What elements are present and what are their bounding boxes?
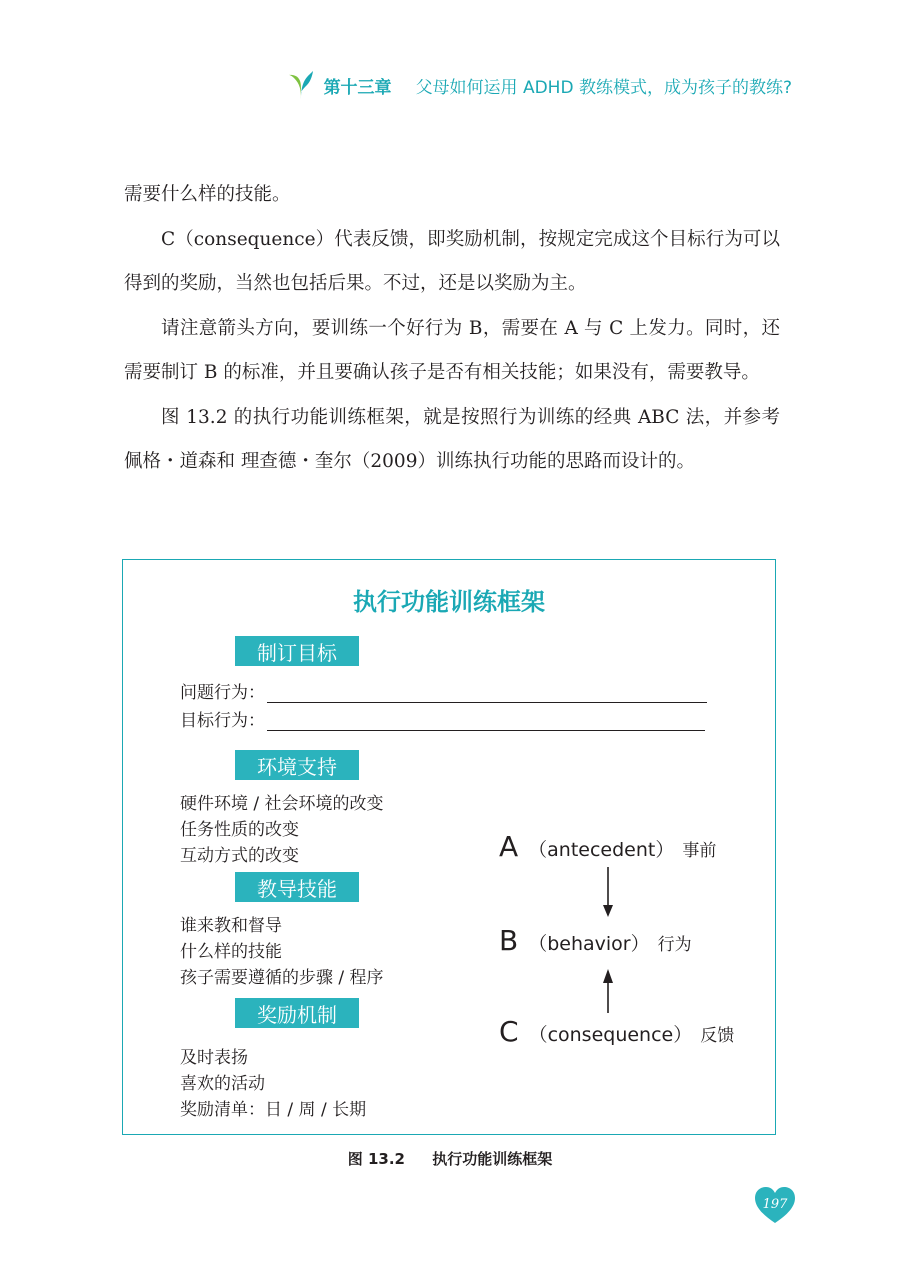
section-label-skills: 教导技能 <box>235 872 359 902</box>
abc-letter: C <box>499 1015 519 1048</box>
field-label: 目标行为： <box>180 711 265 731</box>
abc-consequence <box>499 1015 734 1048</box>
chapter-title: 父母如何运用 ADHD 教练模式，成为孩子的教练? <box>415 77 792 98</box>
figure-title: 执行功能训练框架 <box>353 588 545 616</box>
paragraph: C（consequence）代表反馈，即奖励机制，按规定完成这个目标行为可以得到的奖励，当然也包括后果。不过，还是以奖励为主。 <box>124 228 780 294</box>
blank-line <box>267 688 707 703</box>
problem-behavior-field <box>180 678 707 703</box>
arrow-up-icon <box>603 969 613 1013</box>
abc-meaning: 反馈 <box>700 1026 735 1046</box>
abc-meaning: 事前 <box>682 841 717 861</box>
figure-number: 图 13.2 <box>347 1150 405 1168</box>
abc-letter: B <box>499 924 519 957</box>
target-behavior-field <box>180 706 705 731</box>
abc-term: （behavior） <box>528 933 650 955</box>
abc-term: （consequence） <box>528 1024 693 1046</box>
running-header <box>288 70 792 100</box>
figure-caption <box>0 1148 900 1169</box>
abc-arrows <box>593 865 623 1015</box>
abc-meaning: 行为 <box>657 935 692 955</box>
field-label: 问题行为： <box>180 683 265 703</box>
abc-antecedent <box>499 830 716 863</box>
list-item: 什么样的技能 <box>180 942 282 962</box>
figure-frame <box>122 559 776 1135</box>
list-item: 奖励清单：日 / 周 / 长期 <box>180 1100 367 1120</box>
abc-term: （antecedent） <box>528 839 675 861</box>
arrow-down-icon <box>603 867 613 917</box>
page-number: 197 <box>762 1197 788 1212</box>
list-item: 互动方式的改变 <box>180 846 299 866</box>
page-number-badge <box>753 1185 797 1225</box>
leaf-icon <box>288 70 314 100</box>
section-label-reward: 奖励机制 <box>235 998 359 1028</box>
list-item: 硬件环境 / 社会环境的改变 <box>180 794 384 814</box>
section-label-environment: 环境支持 <box>235 750 359 780</box>
list-item: 任务性质的改变 <box>180 820 299 840</box>
list-item: 及时表扬 <box>180 1048 248 1068</box>
paragraph: 图 13.2 的执行功能训练框架，就是按照行为训练的经典 ABC 法，并参考佩格・道森和 理查德・奎尔（2009）训练执行功能的思路而设计的。 <box>124 406 780 472</box>
abc-letter: A <box>499 830 519 863</box>
paragraph: 请注意箭头方向，要训练一个好行为 B，需要在 A 与 C 上发力。同时，还需要制订 B 的标准，并且要确认孩子是否有相关技能；如果没有，需要教导。 <box>124 317 780 383</box>
blank-line <box>267 716 705 731</box>
chapter-number: 第十三章 <box>323 77 392 98</box>
list-item: 喜欢的活动 <box>180 1074 265 1094</box>
section-label-goal: 制订目标 <box>235 636 359 666</box>
list-item: 谁来教和督导 <box>180 916 282 936</box>
caption-text: 执行功能训练框架 <box>432 1150 553 1168</box>
paragraph: 需要什么样的技能。 <box>124 184 291 205</box>
list-item: 孩子需要遵循的步骤 / 程序 <box>180 968 384 988</box>
body-text <box>124 173 780 485</box>
